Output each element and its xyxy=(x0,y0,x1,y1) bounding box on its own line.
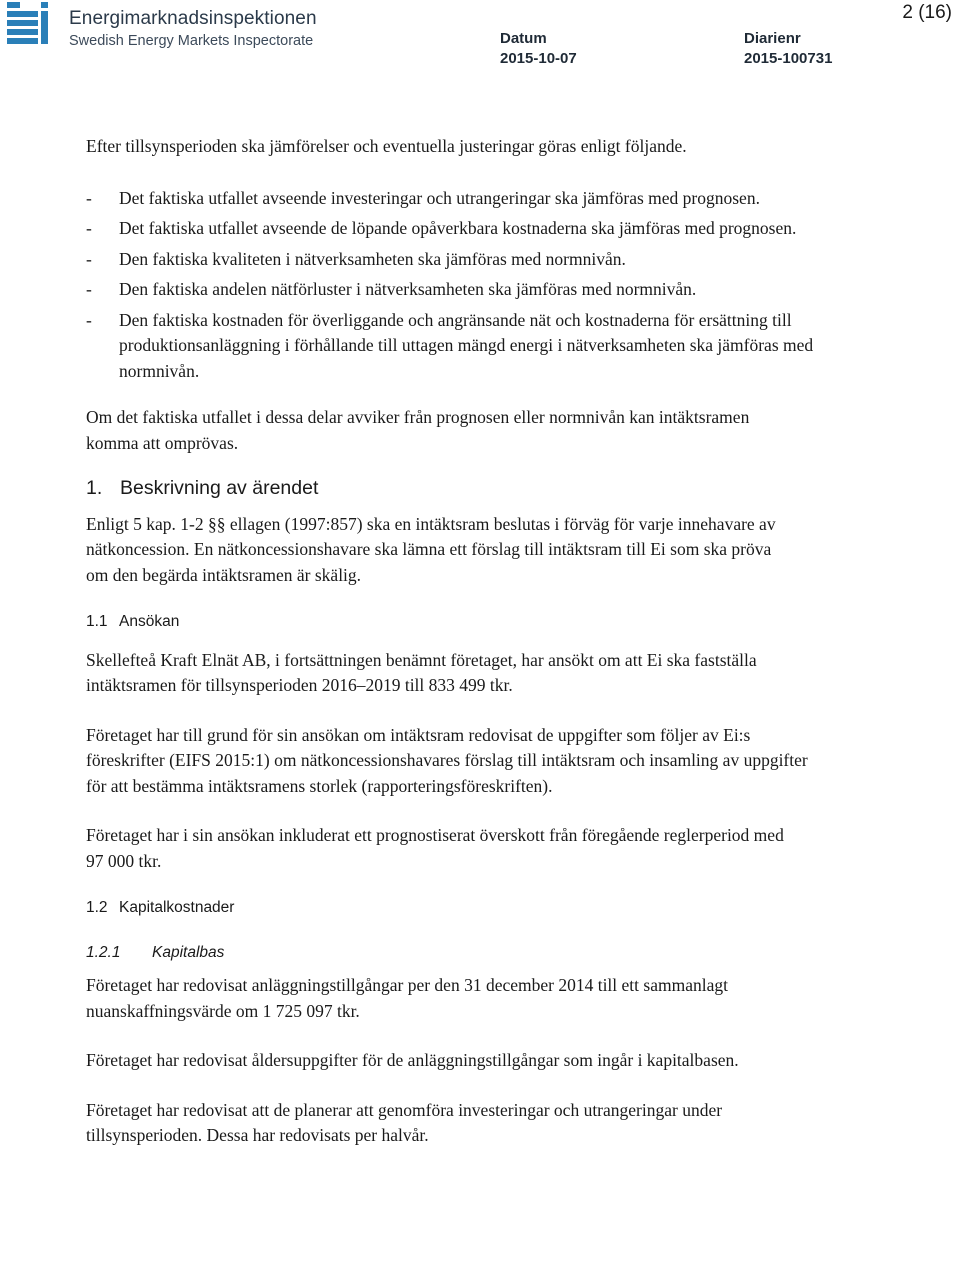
subsubsection-title: Kapitalbas xyxy=(152,943,225,961)
subsection-title: Ansökan xyxy=(119,613,180,630)
assets-paragraph: Företaget har redovisat anläggningstillgångar per den 31 december 2014 till ett sammanlagt nuanskaffningsvärde om 1 725 097 tkr. xyxy=(86,975,728,1021)
org-name-english: Swedish Energy Markets Inspectorate xyxy=(69,33,314,49)
org-name: Energimarknadsinspektionen xyxy=(69,8,317,29)
section-heading xyxy=(86,476,816,502)
section-paragraph: Enligt 5 kap. 1-2 §§ ellagen (1997:857) ska en intäktsram beslutas i förväg för varje innehavare av nätkoncession. En nätkoncessionshavare ska lämna ett förslag till intäktsram till Ei som ska pröva om den begärda intäktsramen är skälig. xyxy=(86,513,776,585)
application-paragraph: Skellefteå Kraft Elnät AB, i fortsättningen benämnt företaget, har ansökt om att Ei ska fastställa intäktsramen för tillsynsperioden 2016–2019 till 833 499 tkr. xyxy=(86,649,757,695)
subsection-heading xyxy=(86,609,816,635)
subsection-heading xyxy=(86,895,816,921)
diary-label: Diarienr xyxy=(744,30,801,47)
surplus-paragraph: Företaget har i sin ansökan inkluderat ett prognostiserat överskott från föregående reglerperiod med 97 000 tkr. xyxy=(86,825,784,871)
list-item: - Det faktiska utfallet avseende de löpande opåverkbara kostnaderna ska jämföras med prognosen. xyxy=(86,216,819,242)
document-body xyxy=(86,134,816,1149)
page-number: 2 (16) xyxy=(902,2,952,23)
intro-paragraph: Efter tillsynsperioden ska jämförelser och eventuella justeringar göras enligt följande. xyxy=(86,136,687,156)
subsubsection-heading xyxy=(86,940,816,966)
review-paragraph: Om det faktiska utfallet i dessa delar avviker från prognosen eller normnivån kan intäktsramen komma att omprövas. xyxy=(86,407,750,453)
subsubsection-number: 1.2.1 xyxy=(86,943,121,961)
subsection-number: 1.1 xyxy=(86,613,108,630)
basis-paragraph: Företaget har till grund för sin ansökan om intäktsram redovisat de uppgifter som följer av Ei:s föreskrifter (EIFS 2015:1) om nätkoncessionshavares förslag till intäktsram och insamling av uppgifter för att bestämma intäktsramens storlek (rapporteringsföreskriften). xyxy=(86,724,808,796)
section-number: 1. xyxy=(86,477,103,499)
subsection-title: Kapitalkostnader xyxy=(119,899,235,916)
age-paragraph: Företaget har redovisat åldersuppgifter för de anläggningstillgångar som ingår i kapitalbasen. xyxy=(86,1050,739,1070)
list-item: - Det faktiska utfallet avseende investeringar och utrangeringar ska jämföras med prognosen. xyxy=(86,186,799,212)
diary-value: 2015-100731 xyxy=(744,50,833,67)
date-label: Datum xyxy=(500,30,547,47)
date-value: 2015-10-07 xyxy=(500,50,577,67)
investments-paragraph: Företaget har redovisat att de planerar att genomföra investeringar och utrangeringar under tillsynsperioden. Dessa har redovisats per halvår. xyxy=(86,1099,723,1145)
list-item: - Den faktiska kvaliteten i nätverksamheten ska jämföras med normnivån. xyxy=(86,247,816,273)
section-title: Beskrivning av ärendet xyxy=(120,477,319,499)
list-item: - Den faktiska kostnaden för överliggande och angränsande nät och kostnaderna för ersättning till produktionsanläggning i förhållande till uttagen mängd energi i nätverksamheten ska jämföras med normnivån. xyxy=(86,308,819,385)
list-item: - Den faktiska andelen nätförluster i nätverksamheten ska jämföras med normnivån. xyxy=(86,277,816,303)
comparison-list xyxy=(86,186,816,385)
ei-logo-icon xyxy=(7,2,57,47)
subsection-number: 1.2 xyxy=(86,899,108,916)
